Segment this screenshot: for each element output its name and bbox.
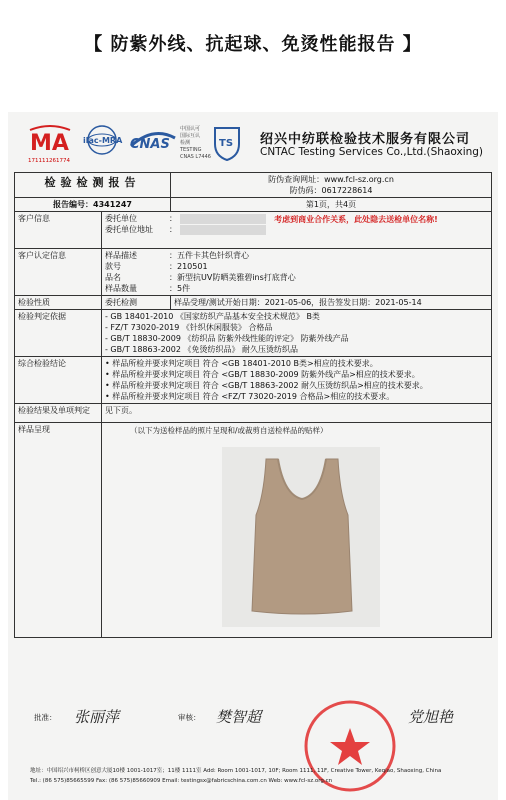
redacted-address: [180, 225, 266, 235]
section-customer-label: 客户信息: [15, 212, 102, 249]
nature-dates: 样品受理/测试开始日期：2021-05-06，报告签发日期：2021-05-14: [171, 296, 492, 310]
report-number: 4341247: [93, 200, 132, 209]
report-table: [14, 172, 492, 638]
company-logo-icon: [212, 124, 242, 162]
section-nature-label: 检验性质: [15, 296, 102, 310]
section-results-label: 检验结果及单项判定: [15, 404, 102, 423]
anti-code: 0617228614: [321, 186, 373, 195]
redacted-name: [180, 214, 266, 224]
cma-number: 171111261774: [28, 158, 70, 164]
results-value: 见下页。: [102, 404, 492, 423]
logo-bar: [28, 124, 484, 170]
redaction-notice: 考虑到商业合作关系，此处隐去送检单位名称!: [274, 215, 438, 224]
cnas-logo-icon: [128, 124, 178, 156]
garment-photo: [244, 455, 360, 619]
ilac-mra-logo-icon: [80, 124, 124, 156]
svg-text:MA: MA: [30, 131, 69, 156]
list-item: - FZ/T 73020-2019 《针织休闲服装》 合格品: [105, 323, 273, 332]
approve-signature: 张丽萍: [74, 708, 120, 726]
footer-address: 地址：中国绍兴市柯桥区创意大厦10楼 1001-1017室；11楼 1111室 Add: Room 1001-1017, 10F; Room 1111, 11F, Creative Tower, Keqiao, Shaoxing, China: [30, 768, 442, 774]
section-sample-label: 客户认定信息: [15, 249, 102, 296]
list-item: • 样品所检并要求判定项目 符合 <FZ/T 73020-2019 合格品>相应的技术要求。: [105, 392, 395, 401]
sample-info: 样品描述 ：五件卡其色针织背心 款号 ：210501 品名 ：新型抗UV防晒美雅碧ins打底背心 样品数量 ：5件: [102, 249, 492, 296]
list-item: • 样品所检并要求判定项目 符合 <GB/T 18863-2002 耐久压烫纺织品>相应的技术要求。: [105, 381, 428, 390]
basis-list: [102, 310, 492, 357]
section-basis-label: 检验判定依据: [15, 310, 102, 357]
svg-text:TS: TS: [219, 138, 234, 149]
list-item: • 样品所检并要求判定项目 符合 <GB 18401-2010 B类>相应的技术要求。: [105, 359, 378, 368]
cma-logo-icon: [28, 124, 72, 156]
conclusion-list: [102, 357, 492, 404]
nature-value: 委托检测: [102, 296, 171, 310]
anti-query-url[interactable]: www.fcl-sz.org.cn: [324, 175, 394, 184]
anti-counterfeit-box: 防伪查询网址：www.fcl-sz.org.cn 防伪码：0617228614: [171, 173, 492, 198]
cnas-side-text: 中国认可 国际互认 检测 TESTING CNAS L7446: [180, 126, 211, 160]
list-item: - GB 18401-2010 《国家纺织产品基本安全技术规范》 B类: [105, 312, 320, 321]
company-name-cn: 绍兴中纺联检验技术服务有限公司: [260, 132, 471, 147]
list-item: - GB/T 18863-2002 《免烫纺织品》 耐久压烫纺织品: [105, 345, 299, 354]
page-title: 【 防紫外线、抗起球、免烫性能报告 】: [84, 34, 422, 55]
list-item: • 样品所检并要求判定项目 符合 <GB/T 18830-2009 防紫外线产品>相应的技术要求。: [105, 370, 420, 379]
main-signature: 党旭艳: [408, 708, 454, 726]
photo-cell: [102, 423, 492, 638]
section-conclusion-label: 综合检验结论: [15, 357, 102, 404]
section-photo-label: 样品呈现: [15, 423, 102, 638]
company-name-en: CNTAC Testing Services Co.,Ltd.(Shaoxing): [260, 146, 484, 158]
report-title: 检验检测报告: [15, 173, 171, 198]
ilac-text: ilac-MRA: [83, 136, 123, 145]
review-label: 审核：: [178, 713, 201, 722]
report-number-cell: 报告编号：4341247: [15, 198, 171, 212]
list-item: - GB/T 18830-2009 《纺织品 防紫外线性能的评定》 防紫外线产品: [105, 334, 349, 343]
cnas-text: CNAS: [130, 137, 170, 152]
approve-label: 批准：: [34, 713, 57, 722]
footer: [30, 766, 490, 786]
footer-contact: Tel.: (86 575)85665599 Fax: (86 575)85660909 Email: testingsx@fabricschina.com.cn Web: www.fcl-sz.org.cn: [30, 778, 333, 784]
customer-info: 委托单位 ： 委托单位地址 ： 考虑到商业合作关系，此处隐去送检单位名称!: [102, 212, 492, 249]
photo-caption: （以下为送检样品的照片呈现和/或裁剪自送检样品的贴样）: [130, 426, 328, 435]
page-header: [0, 0, 506, 92]
review-signature: 樊智超: [216, 708, 262, 726]
page-info: 第1页，共4页: [171, 198, 492, 212]
